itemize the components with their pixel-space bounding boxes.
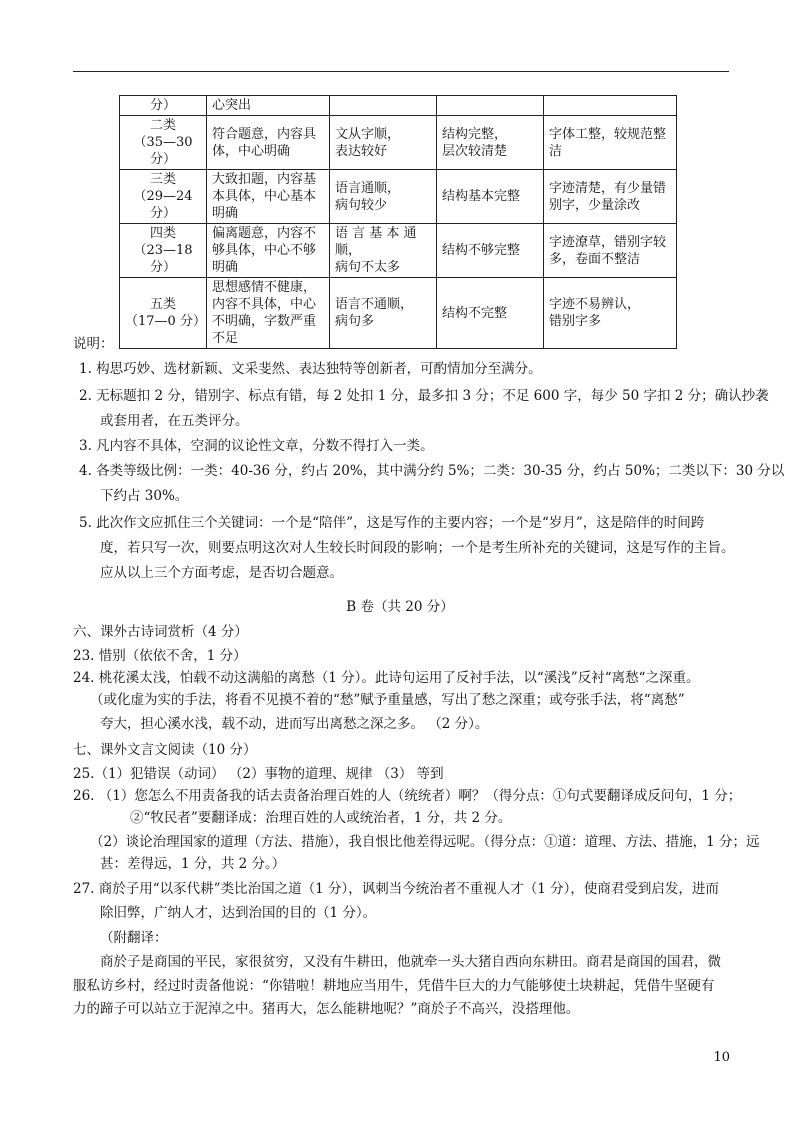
table-row: [120, 116, 677, 170]
writing-cell: [544, 96, 677, 116]
grade-cell: 三类 （29—24 分）: [120, 170, 207, 224]
content-cell: 符合题意，内容具 体，中心明确: [207, 116, 330, 170]
note-2-line-1: 2. 无标题扣 2 分，错别字、标点有错，每 2 处扣 1 分，最多扣 3 分；不足 600 字，每少 50 字扣 2 分；确认抄袭: [79, 388, 769, 404]
table-row: [120, 278, 677, 349]
answer-23: 23. 惜别（依依不舍，1 分）: [73, 648, 247, 664]
page-number: 10: [713, 1050, 730, 1065]
content-cell: 大致扣题，内容基 本具体，中心基本 明确: [207, 170, 330, 224]
writing-cell: 字体工整，较规范整 洁: [544, 116, 677, 170]
writing-cell: 字迹不易辨认， 错别字多: [544, 278, 677, 349]
section-b-title: B 卷（共 20 分）: [346, 599, 454, 615]
answer-24-line-1: 24. 桃花溪太浅，怕载不动这满船的离愁（1 分）。此诗句运用了反衬手法，以“溪浅”反衬“离愁“之深重。: [73, 670, 700, 686]
writing-cell: 字迹清楚，有少量错 别字，少量涂改: [544, 170, 677, 224]
note-4-line-2: 下约占 30%。: [100, 488, 189, 504]
note-1: 1. 构思巧妙、选材新颖、文采斐然、表达独特等创新者，可酌情加分至满分。: [79, 361, 542, 377]
table-row: [120, 224, 677, 278]
grade-cell: 分）: [120, 96, 207, 116]
grading-table: [119, 95, 677, 349]
translation-line-2: 服私访乡村，经过时责备他说：“你错啦！耕地应当用牛，凭借牛巨大的力气能够使土块耕起，凭借牛坚硬有: [73, 978, 715, 994]
structure-cell: [437, 96, 544, 116]
writing-cell: 字迹潦草，错别字较 多，卷面不整洁: [544, 224, 677, 278]
language-cell: [330, 96, 437, 116]
header-rule: [73, 71, 729, 72]
content-cell: 思想感情不健康， 内容不具体，中心 不明确，字数严重 不足: [207, 278, 330, 349]
translation-label: （附翻译：: [100, 930, 168, 946]
table-row: [120, 96, 677, 116]
grade-cell: 二类 （35—30 分）: [120, 116, 207, 170]
structure-cell: 结构基本完整: [437, 170, 544, 224]
answer-26-line-1: 26. （1）您怎么不用责备我的话去责备治理百姓的人（统统者）啊？（得分点：①句式要翻译成反问句，1 分；: [73, 788, 742, 804]
answer-24-line-3: 夸大，担心溪水浅，载不动，进而写出离愁之深之多。 （2 分）。: [100, 716, 489, 732]
grade-cell: 五类 （17—0 分）: [120, 278, 207, 349]
language-cell: 语言通顺， 病句较少: [330, 170, 437, 224]
answer-27-line-1: 27. 商於子用“以豕代耕”类比治国之道（1 分），讽刺当今统治者不重视人才（1 分），使商君受到启发，进而: [73, 881, 719, 897]
grade-cell: 四类 （23—18 分）: [120, 224, 207, 278]
structure-cell: 结构不完整: [437, 278, 544, 349]
structure-cell: 结构完整， 层次较清楚: [437, 116, 544, 170]
note-5-line-1: 5. 此次作文应抓住三个关键词：一个是“陪伴”，这是写作的主要内容；一个是“岁月”，这是陪伴的时间跨: [79, 515, 705, 531]
section-6-heading: 六、课外古诗词赏析（4 分）: [73, 624, 248, 640]
section-7-heading: 七、课外文言文阅读（10 分）: [73, 742, 257, 758]
content-cell: 偏离题意，内容不 够具体，中心不够 明确: [207, 224, 330, 278]
notes-title: 说明：: [73, 336, 114, 352]
answer-26-line-4: 甚：差得远，1 分，共 2 分。）: [100, 856, 286, 872]
content-cell: 心突出: [207, 96, 330, 116]
language-cell: 语 言 基 本 通 顺， 病句不太多: [330, 224, 437, 278]
note-4-line-1: 4. 各类等级比例：一类：40-36 分，约占 20%，其中满分约 5%；二类：30-35 分，约占 50%；二类以下：30 分以: [79, 463, 785, 479]
answer-27-line-2: 除旧弊，广纳人才，达到治国的目的（1 分）。: [100, 905, 377, 921]
language-cell: 语言不通顺， 病句多: [330, 278, 437, 349]
translation-line-1: 商於子是商国的平民，家很贫穷，又没有牛耕田，他就牵一头大猪自西向东耕田。商君是商国的国君，微: [100, 954, 721, 970]
note-5-line-2: 度，若只写一次，则要点明这次对人生较长时间段的影响；一个是考生所补充的关键词，这是写作的主旨。: [100, 540, 735, 556]
answer-26-line-2: ②“牧民者”要翻译成：治理百姓的人或统治者，1 分，共 2 分。: [130, 810, 512, 826]
answer-24-line-2: （或化虚为实的手法，将看不见摸不着的“愁”赋予重量感，写出了愁之深重；或夸张手法，将“离愁”: [90, 692, 685, 708]
note-3: 3. 凡内容不具体，空洞的议论性文章，分数不得打入一类。: [79, 438, 434, 454]
language-cell: 文从字顺， 表达较好: [330, 116, 437, 170]
structure-cell: 结构不够完整: [437, 224, 544, 278]
table-row: [120, 170, 677, 224]
answer-26-line-3: （2）谈论治理国家的道理（方法、措施），我自恨比他差得远呢。（得分点：①道：道理、方法、措施，1 分；远: [90, 834, 760, 850]
note-5-line-3: 应从以上三个方面考虑，是否切合题意。: [100, 565, 343, 581]
answer-25: 25.（1）犯错误（动词） （2）事物的道理、规律 （3） 等到: [73, 766, 444, 782]
note-2-line-2: 或套用者，在五类评分。: [100, 413, 249, 429]
translation-line-3: 力的蹄子可以站立于泥淖之中。猪再大，怎么能耕地呢？”商於子不高兴，没搭理他。: [73, 1001, 580, 1017]
